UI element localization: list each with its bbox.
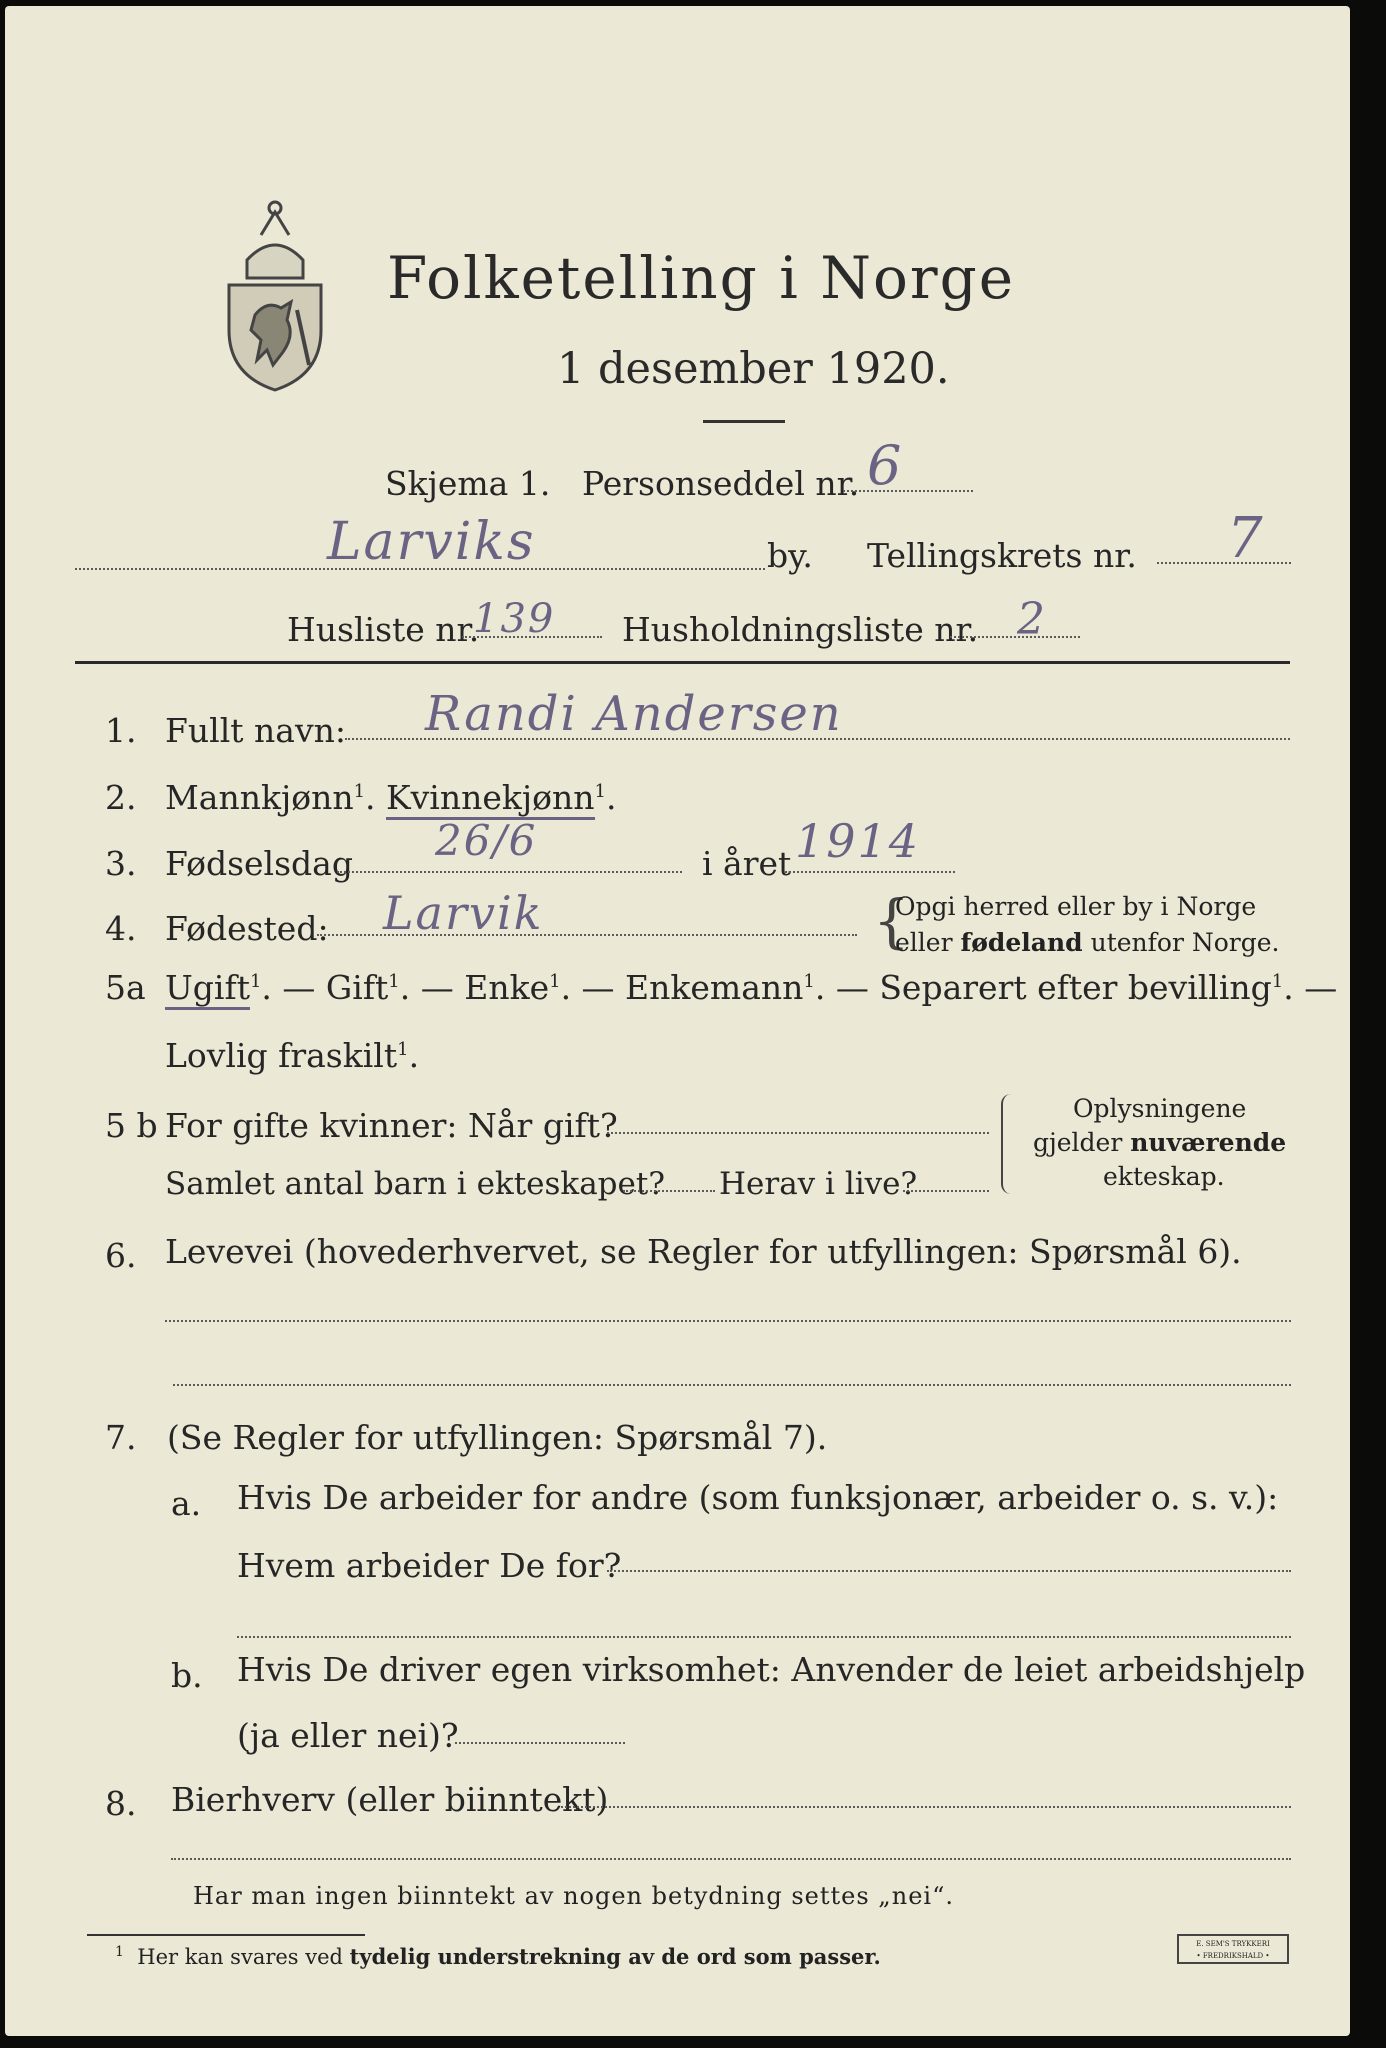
q5a-separert: Separert efter bevilling (879, 968, 1272, 1007)
census-date: 1 desember 1920. (557, 344, 950, 394)
husholdningsliste-label: Husholdningsliste nr. (622, 610, 979, 649)
q5b-label3: Herav i live? (719, 1166, 918, 1202)
q5a-enkemann: Enkemann (625, 968, 804, 1007)
husliste-value: 139 (473, 596, 556, 642)
q4-birthplace-value: Larvik (383, 886, 544, 940)
q2-mann: Mannkjønn (165, 778, 354, 817)
q7a-label2: Hvem arbeider De for? (237, 1546, 622, 1585)
census-form (5, 6, 1350, 2036)
husholdningsliste-value: 2 (1017, 594, 1047, 645)
q4-number: 4. (105, 909, 137, 948)
by-label: by. (767, 536, 813, 575)
personseddel-label: Personseddel nr. (582, 464, 860, 503)
q2-number: 2. (105, 778, 137, 817)
q2-options: Mannkjønn$^1$. Kvinnekjønn$^1$. (165, 778, 616, 817)
footnote: $^1$ Her kan svares ved tydelig understrekning av de ord som passer. (115, 1944, 881, 1969)
q7-number: 7. (105, 1418, 137, 1457)
husliste-label: Husliste nr. (287, 610, 480, 649)
city-value: Larviks (327, 512, 536, 572)
q5b-bracket (1001, 1094, 1013, 1194)
q5b-note1: Oplysningene (1073, 1094, 1247, 1123)
q5a-options: Ugift$^1$. — Gift$^1$. — Enke$^1$. — Enkemann$^1$. — Separert efter bevilling$^1$. — (165, 968, 1337, 1007)
q4-label: Fødested: (165, 909, 329, 948)
form-title: Folketelling i Norge (387, 244, 1016, 312)
q1-name-value: Randi Andersen (425, 686, 843, 742)
q4-note-line1: Opgi herred eller by i Norge (895, 892, 1257, 921)
q1-label: Fullt navn: (165, 711, 346, 750)
q5b-note2: gjelder nuværende (1033, 1128, 1287, 1157)
personseddel-value: 6 (867, 434, 904, 497)
q5b-label2: Samlet antal barn i ekteskapet? (165, 1166, 665, 1202)
q5a-enke: Enke (464, 968, 550, 1007)
printer-stamp: E. SEM'S TRYKKERI • FREDRIKSHALD • (1177, 1934, 1289, 1964)
q3-year-value: 1914 (795, 814, 921, 868)
q6-number: 6. (105, 1236, 137, 1275)
q4-brace: { (873, 887, 910, 955)
q7-label: (Se Regler for utfyllingen: Spørsmål 7). (167, 1418, 828, 1457)
q7b-label1: Hvis De driver egen virksomhet: Anvender de leiet arbeidshjelp (237, 1650, 1306, 1689)
tellingskrets-value: 7 (1227, 506, 1265, 571)
q3-label: Fødselsdag (165, 844, 353, 883)
q5a-gift: Gift (325, 968, 389, 1007)
q7a-number: a. (171, 1484, 202, 1523)
q8-number: 8. (105, 1784, 137, 1823)
q5a-lovlig: Lovlig fraskilt$^1$. (165, 1036, 420, 1075)
q5a-ugift: Ugift (165, 968, 250, 1010)
q5b-number: 5 b (105, 1106, 158, 1145)
q5a-number: 5a (105, 968, 146, 1007)
q2-kvinne: Kvinnekjønn (386, 778, 595, 820)
tellingskrets-label: Tellingskrets nr. (867, 536, 1137, 575)
q3-day-value: 26/6 (435, 816, 538, 865)
footnote-divider (87, 1934, 365, 1936)
q4-note-line2: eller fødeland utenfor Norge. (895, 928, 1280, 957)
q3-number: 3. (105, 844, 137, 883)
q8-note: Har man ingen biinntekt av nogen betydning settes „nei“. (193, 1882, 954, 1910)
q7b-label2: (ja eller nei)? (237, 1716, 459, 1755)
coat-of-arms-icon (217, 190, 333, 395)
header-divider (75, 661, 1290, 664)
q3-year-label: i året (702, 844, 792, 883)
q5b-label1: For gifte kvinner: Når gift? (165, 1106, 618, 1145)
q8-label: Bierhverv (eller biinntekt) (171, 1780, 609, 1819)
schema-label: Skjema 1. (385, 464, 551, 503)
q7b-number: b. (171, 1656, 203, 1695)
q5b-note3: ekteskap. (1103, 1162, 1225, 1191)
q6-label: Levevei (hovederhvervet, se Regler for utfyllingen: Spørsmål 6). (165, 1232, 1242, 1271)
q7a-label1: Hvis De arbeider for andre (som funksjonær, arbeider o. s. v.): (237, 1478, 1279, 1517)
title-divider (703, 420, 785, 423)
q1-number: 1. (105, 711, 137, 750)
